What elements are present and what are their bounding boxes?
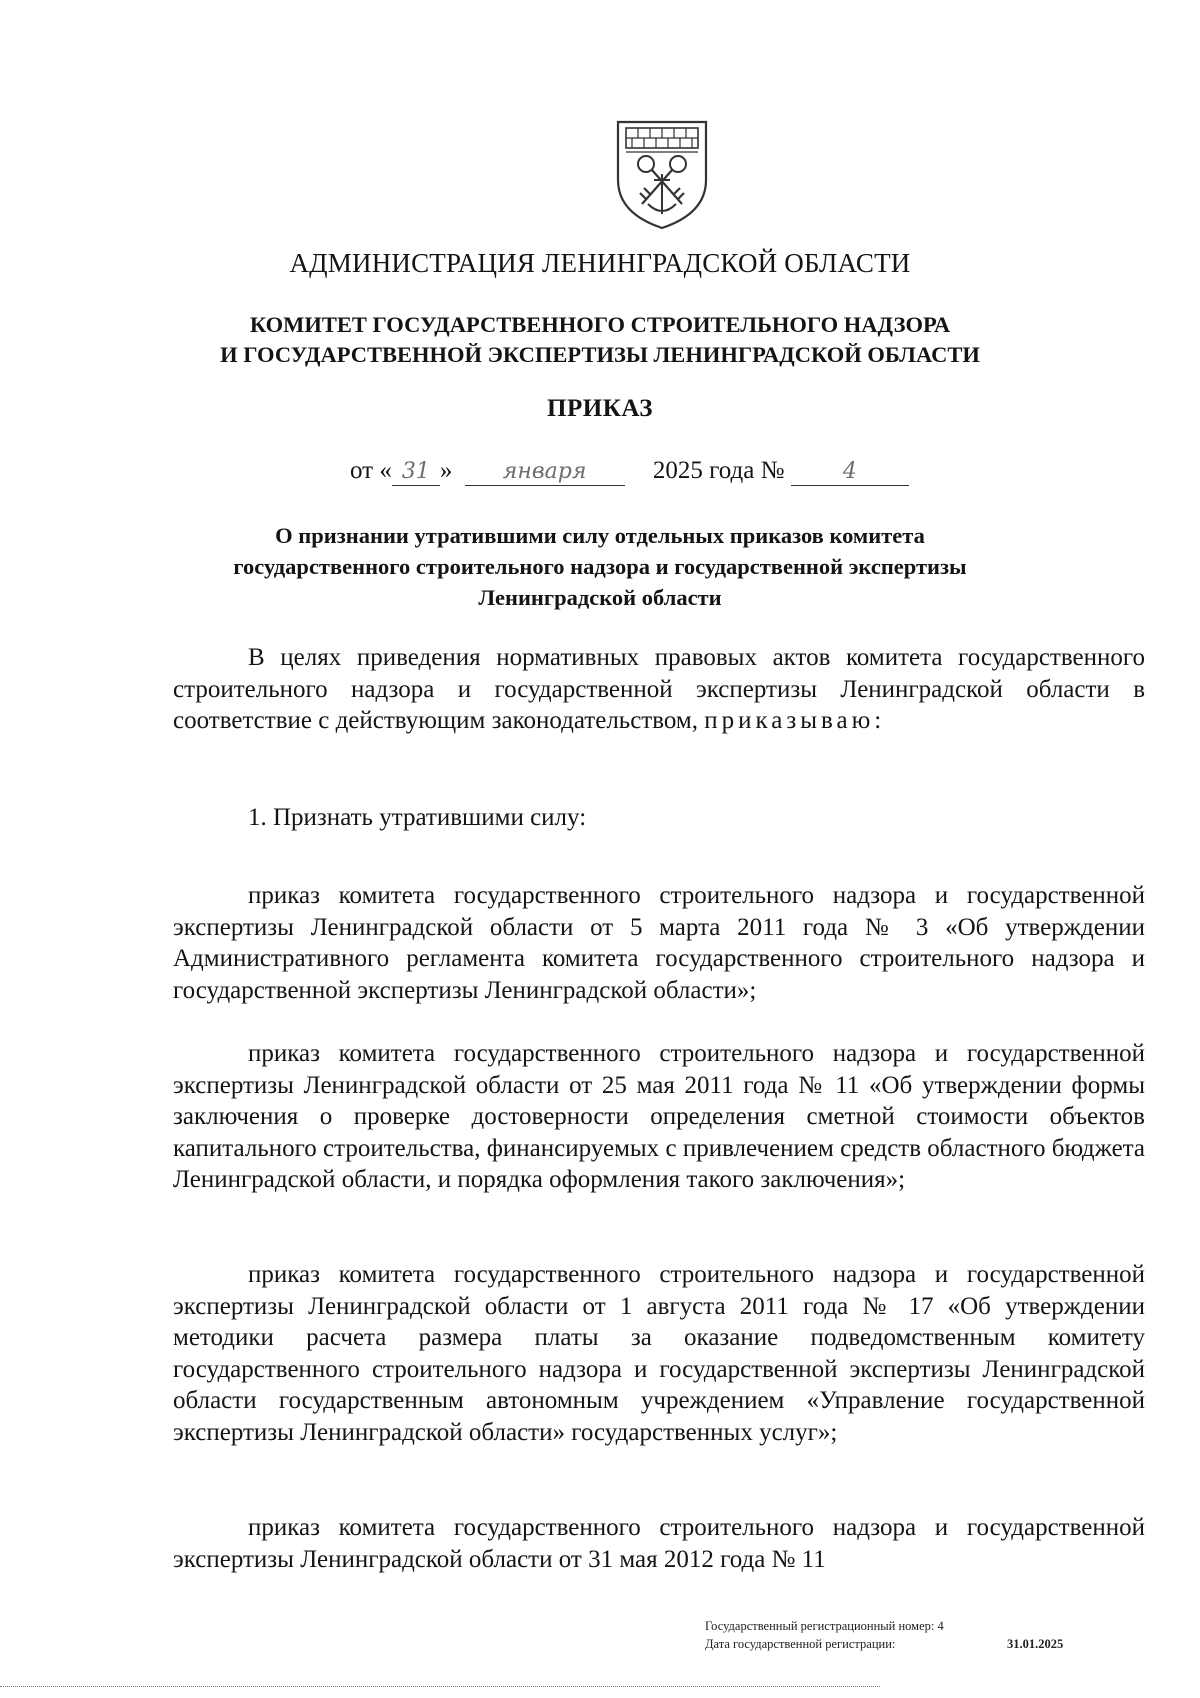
registration-number: Государственный регистрационный номер: 4 (705, 1619, 944, 1633)
document-type: ПРИКАЗ (547, 395, 653, 422)
date-from-label: от « (350, 457, 392, 484)
order-item (173, 1259, 1145, 1448)
date-line (350, 457, 909, 486)
intro-paragraph (173, 642, 1145, 737)
registration-date-value: 31.01.2025 (1007, 1637, 1064, 1651)
order-item-text: приказ комитета государственного строительного надзора и государственной экспертизы Ленинградской области от 31 мая 2012 года № 11 (173, 1514, 1145, 1573)
item-1 (173, 802, 1145, 834)
organization-name: АДМИНИСТРАЦИЯ ЛЕНИНГРАДСКОЙ ОБЛАСТИ (289, 248, 911, 278)
registration-date-row (705, 1635, 1064, 1653)
date-month: января (465, 459, 625, 486)
order-item-text: приказ комитета государственного строительного надзора и государственной экспертизы Ленинградской области от 1 августа 2011 года № 17 «Об утверждении методики расчета размера платы за оказание подведомственным комитету государственного строительного надзора и государственной экспертизы Ленинградской области государственным автономным учреждением «Управление государственной экспертизы Ленинградской области» государственных услуг»; (173, 1261, 1145, 1446)
order-item-text: приказ комитета государственного строительного надзора и государственной экспертизы Ленинградской области от 25 мая 2011 года № 11 «Об утверждении формы заключения о проверке достоверности определения сметной стоимости объектов капитального строительства, финансируемых с привлечением средств областного бюджета Ленинградской области, и порядка оформления такого заключения»; (173, 1040, 1145, 1193)
committee-line-2: И ГОСУДАРСТВЕННОЙ ЭКСПЕРТИЗЫ ЛЕНИНГРАДСКОЙ ОБЛАСТИ (220, 342, 980, 367)
date-year-label: 2025 года № (652, 457, 785, 484)
document-number: 4 (791, 459, 909, 486)
item-1-text: 1. Признать утратившими силу: (248, 804, 587, 831)
committee-line-1: КОМИТЕТ ГОСУДАРСТВЕННОГО СТРОИТЕЛЬНОГО НАДЗОРА (249, 312, 951, 337)
subject-line-2: государственного строительного надзора и государственной экспертизы (233, 554, 967, 579)
coat-of-arms-icon (612, 118, 712, 230)
subject-line-3: Ленинградской области (478, 585, 722, 610)
order-item (173, 1038, 1145, 1196)
committee-name (0, 310, 1200, 370)
intro-text: В целях приведения нормативных правовых актов комитета государственного строительного надзора и государственной экспертизы Ленинградской области в соответствие с действующим законодательством, (173, 644, 1145, 734)
order-item-text: приказ комитета государственного строительного надзора и государственной экспертизы Ленинградской области от 5 марта 2011 года № 3 «Об утверждении Административного регламента комитета государственного строительного надзора и государственной экспертизы Ленинградской области»; (173, 882, 1145, 1004)
date-day: 31 (392, 459, 440, 486)
registration-date-label: Дата государственной регистрации: (705, 1637, 896, 1651)
subject-line-1: О признании утратившими силу отдельных приказов комитета (275, 523, 925, 548)
date-close-quote: » (439, 457, 453, 484)
registration-stamp (705, 1617, 1064, 1653)
page-bottom-divider (0, 1686, 880, 1687)
order-item (173, 1512, 1145, 1575)
order-word: приказываю: (704, 707, 886, 734)
order-item (173, 880, 1145, 1006)
document-subject (0, 520, 1200, 613)
